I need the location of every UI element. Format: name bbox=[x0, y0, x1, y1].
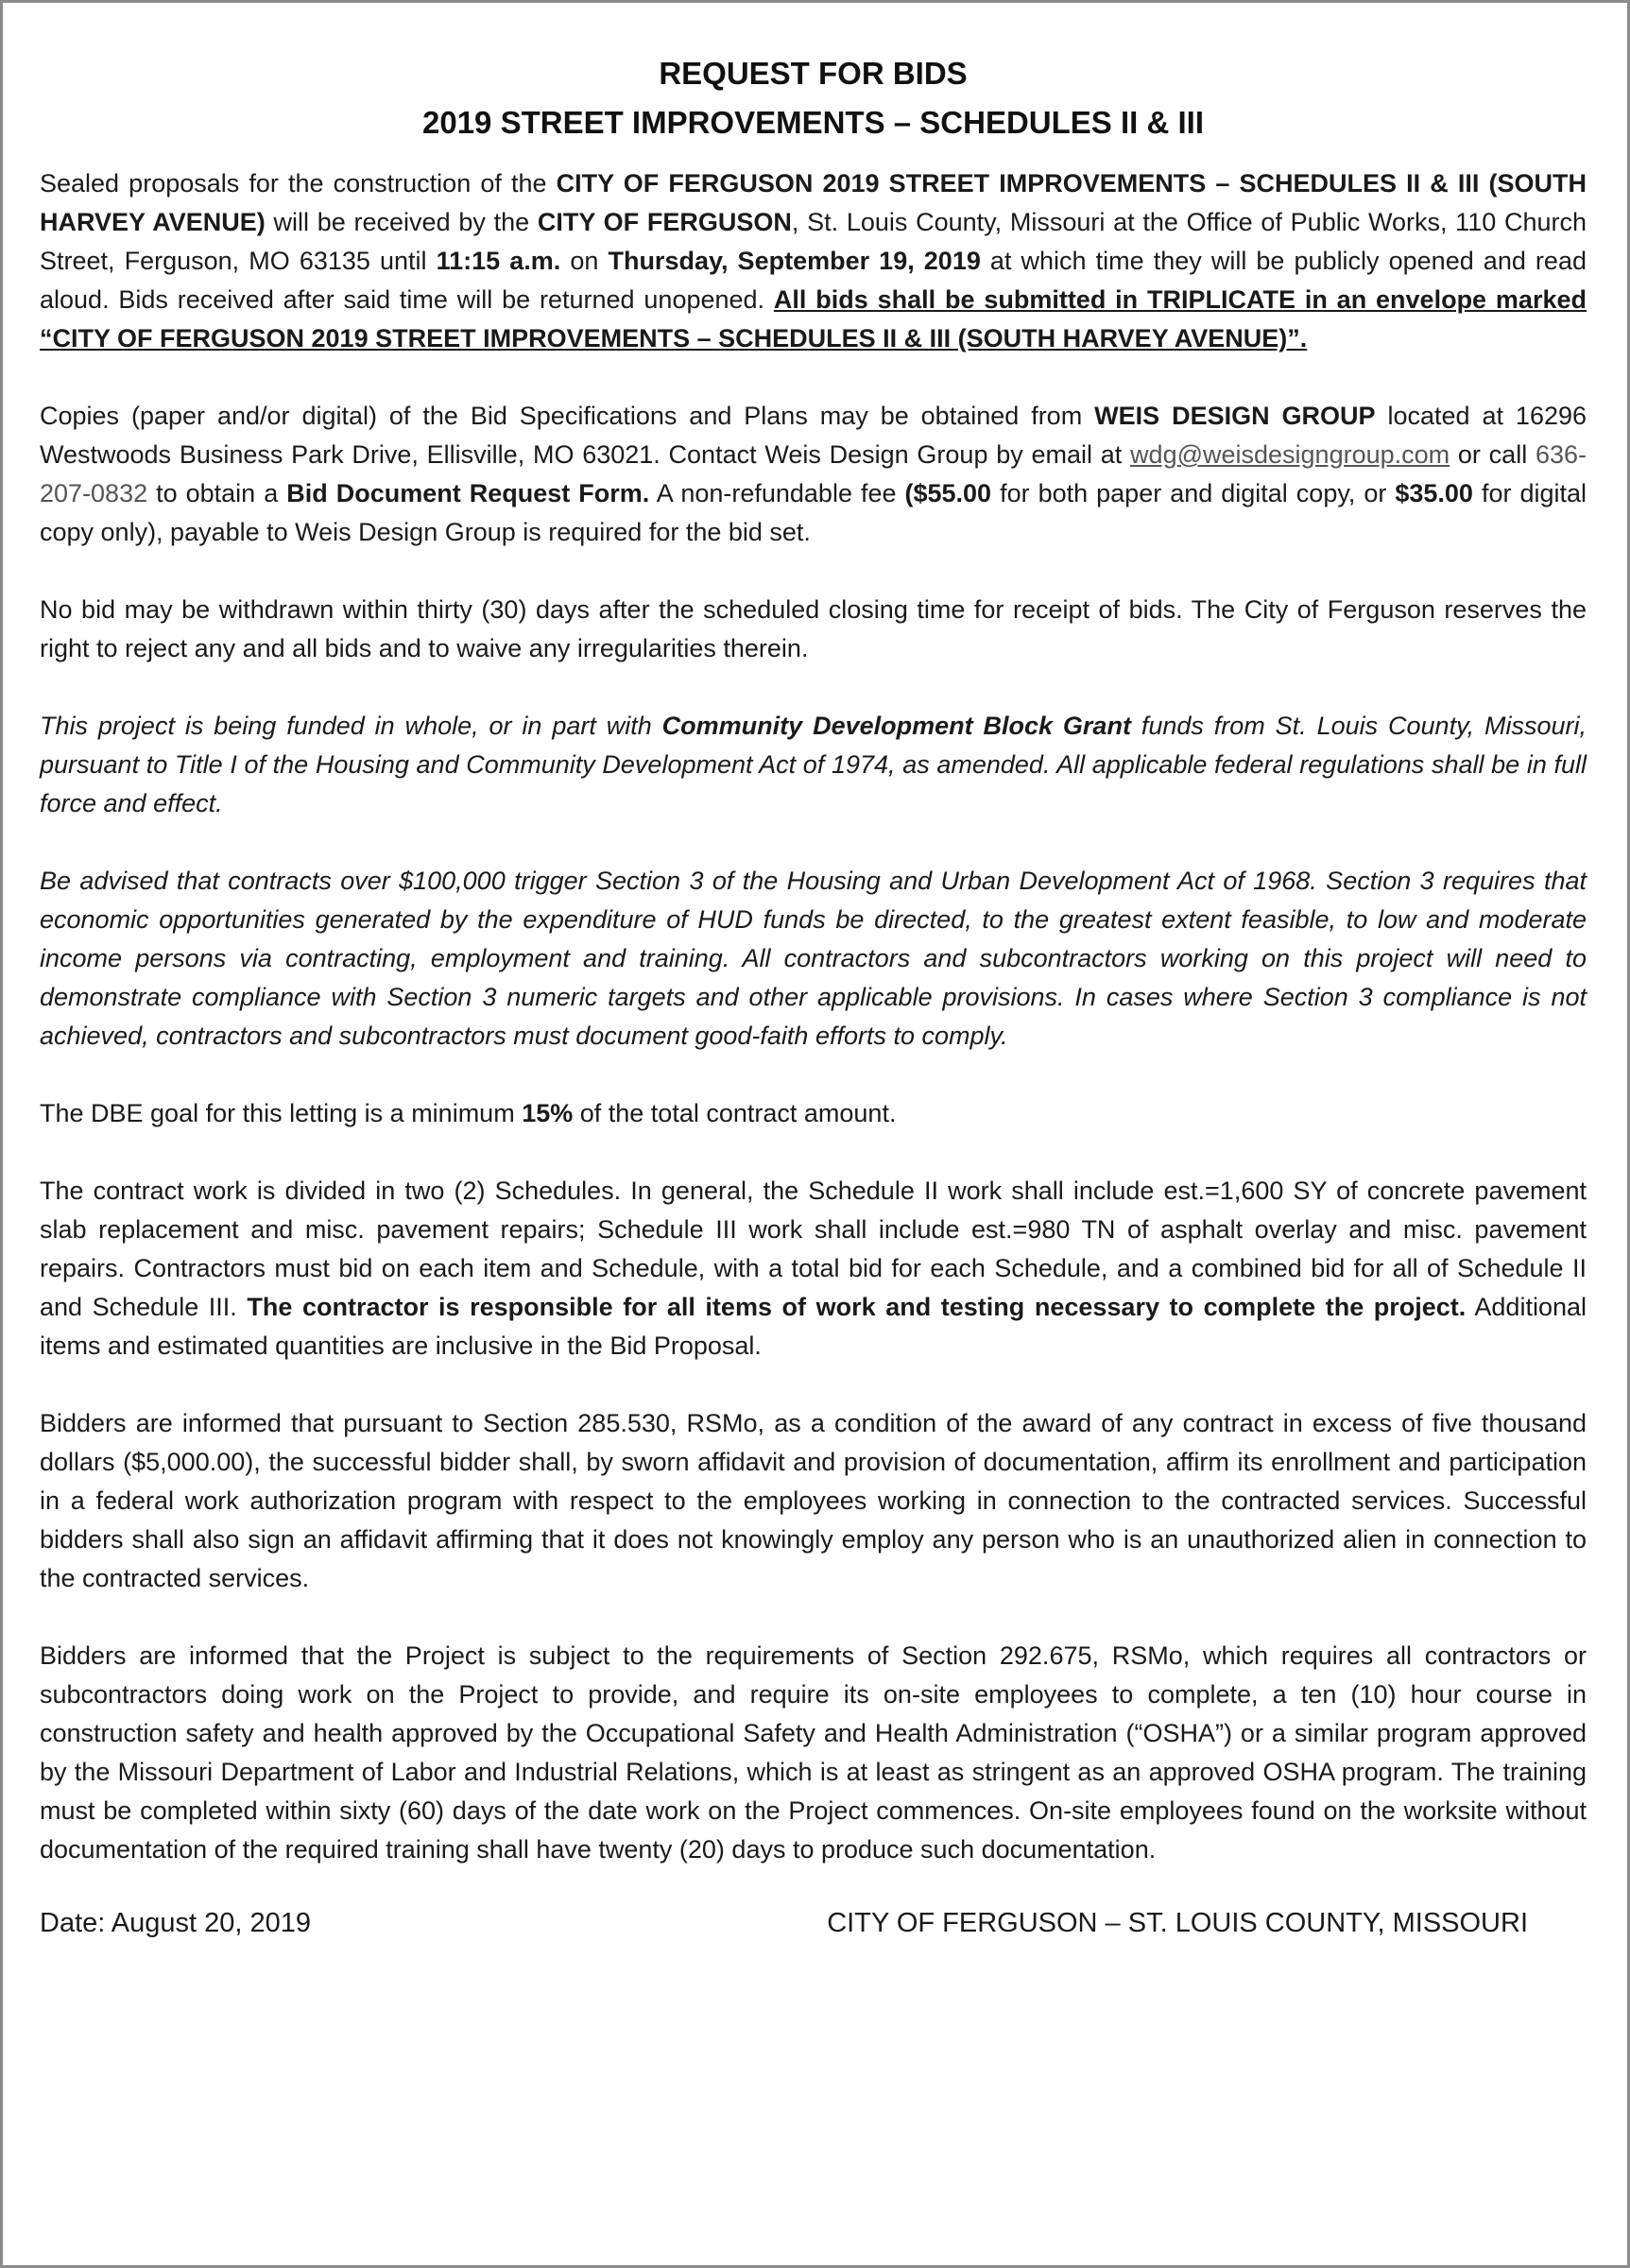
text: The contract work is divided in two (2) Schedules. In general, the Schedule II work shall include est.=1,600 SY of concrete pavement slab replacement and misc. pavement repairs; Schedule III work shall include est.=980 TN of asphalt overlay and misc. pavement repairs. Contractors must bid on each item and Schedule, with a total bid for each Schedule, and a combined bid for all of Schedule II and Schedule III. bbox=[40, 1177, 1587, 1321]
text: will be received by the bbox=[265, 208, 538, 236]
project-name: CITY OF FERGUSON 2019 STREET IMPROVEMENTS – SCHEDULES II & III (SOUTH HARVEY AVENUE) bbox=[40, 169, 1587, 236]
text: The DBE goal for this letting is a minimum bbox=[40, 1099, 523, 1127]
fee-digital: $35.00 bbox=[1395, 479, 1473, 507]
request-form: Bid Document Request Form. bbox=[286, 479, 650, 507]
phone-number: 636-207-0832 bbox=[40, 440, 1587, 507]
deadline-date: Thursday, September 19, 2019 bbox=[608, 247, 981, 275]
text: to obtain a bbox=[147, 479, 287, 507]
paragraph-withdrawal: No bid may be withdrawn within thirty (30) days after the scheduled closing time for receipt of bids. The City of Ferguson reserves the right to reject any and all bids and to waive any irregularities therein. bbox=[40, 595, 1587, 662]
footer-date: Date: August 20, 2019 bbox=[40, 1908, 311, 1938]
text: located at 16296 Westwoods Business Park Drive, Ellisville, MO 63021. Contact Weis Design Group by email at bbox=[40, 402, 1587, 469]
text: This project is being funded in whole, or in part with bbox=[40, 712, 662, 740]
city-name: CITY OF FERGUSON bbox=[537, 208, 792, 236]
fee-paper: ($55.00 bbox=[904, 479, 992, 507]
paragraph-funding bbox=[40, 707, 1587, 823]
text: at which time they will be publicly opened and read aloud. Bids received after said time will be returned unopened. bbox=[40, 247, 1587, 314]
paragraph-proposals bbox=[40, 164, 1587, 358]
text: of the total contract amount. bbox=[573, 1099, 897, 1127]
document bbox=[40, 49, 1587, 1943]
title-line-1: REQUEST FOR BIDS bbox=[659, 56, 968, 91]
text: for both paper and digital copy, or bbox=[991, 479, 1396, 507]
text: Sealed proposals for the construction of the bbox=[40, 169, 557, 198]
paragraph-osha: Bidders are informed that the Project is subject to the requirements of Section 292.675, RSMo, which requires all contractors or subcontractors doing work on the Project to provide, and require its on-site employees to complete, a ten (10) hour course in construction safety and health approved by the Occupational Safety and Health Administration (“OSHA”) or a similar program approved by the Missouri Department of Labor and Industrial Relations, which is at least as stringent as an approved OSHA program. The training must be completed within sixty (60) days of the date work on the Project commences. On-site employees found on the worksite without documentation of the required training shall have twenty (20) days to produce such documentation. bbox=[40, 1641, 1587, 1864]
text: on bbox=[560, 247, 609, 275]
deadline-time: 11:15 a.m. bbox=[436, 247, 561, 275]
dbe-percent: 15% bbox=[522, 1099, 574, 1127]
firm-name: WEIS DESIGN GROUP bbox=[1094, 402, 1376, 430]
text: Copies (paper and/or digital) of the Bid Specifications and Plans may be obtained from bbox=[40, 402, 1095, 430]
footer bbox=[40, 1904, 1587, 1943]
footer-issuer: CITY OF FERGUSON – ST. LOUIS COUNTY, MISSOURI bbox=[827, 1908, 1528, 1938]
submission-instructions: All bids shall be submitted in TRIPLICATE in an envelope marked “CITY OF FERGUSON 2019 STREET IMPROVEMENTS – SCHEDULES II & III (SOUTH HARVEY AVENUE)”. bbox=[40, 285, 1587, 352]
paragraph-work-authorization: Bidders are informed that pursuant to Section 285.530, RSMo, as a condition of the award of any contract in excess of five thousand dollars ($5,000.00), the successful bidder shall, by sworn affidavit and provision of documentation, affirm its enrollment and participation in a federal work authorization program with respect to the employees working in connection to the contracted services. Successful bidders shall also sign an affidavit affirming that it does not knowingly employ any person who is an unauthorized alien in connection to the contracted services. bbox=[40, 1409, 1587, 1592]
grant-name: Community Development Block Grant bbox=[661, 712, 1131, 740]
text: or call bbox=[1450, 440, 1536, 469]
text: for digital copy only), payable to Weis Design Group is required for the bid set. bbox=[40, 479, 1587, 546]
contractor-responsibility: The contractor is responsible for all items of work and testing necessary to complete the project. bbox=[247, 1293, 1467, 1321]
paragraph-dbe-goal bbox=[40, 1094, 1587, 1133]
paragraph-schedules bbox=[40, 1172, 1587, 1366]
text: funds from St. Louis County, Missouri, pursuant to Title I of the Housing and Community Development Act of 1974, as amended. All applicable federal regulations shall be in full force and effect. bbox=[40, 712, 1587, 817]
title-line-2: 2019 STREET IMPROVEMENTS – SCHEDULES II & III bbox=[421, 105, 1204, 140]
paragraph-section-3: Be advised that contracts over $100,000 trigger Section 3 of the Housing and Urban Development Act of 1968. Section 3 requires that economic opportunities generated by the expenditure of HUD funds be directed, to the greatest extent feasible, to low and moderate income persons via contracting, employment and training. All contractors and subcontractors working on this project will need to demonstrate compliance with Section 3 numeric targets and other applicable provisions. In cases where Section 3 compliance is not achieved, contractors and subcontractors must document good-faith efforts to comply. bbox=[40, 867, 1587, 1050]
text: A non-refundable fee bbox=[649, 479, 905, 507]
text: , St. Louis County, Missouri at the Office of Public Works, 110 Church Street, Ferguson, MO 63135 until bbox=[40, 208, 1587, 275]
paragraph-copies bbox=[40, 397, 1587, 552]
text: Additional items and estimated quantities are inclusive in the Bid Proposal. bbox=[40, 1293, 1587, 1360]
email-link[interactable]: wdg@weisdesigngroup.com bbox=[1130, 440, 1450, 469]
